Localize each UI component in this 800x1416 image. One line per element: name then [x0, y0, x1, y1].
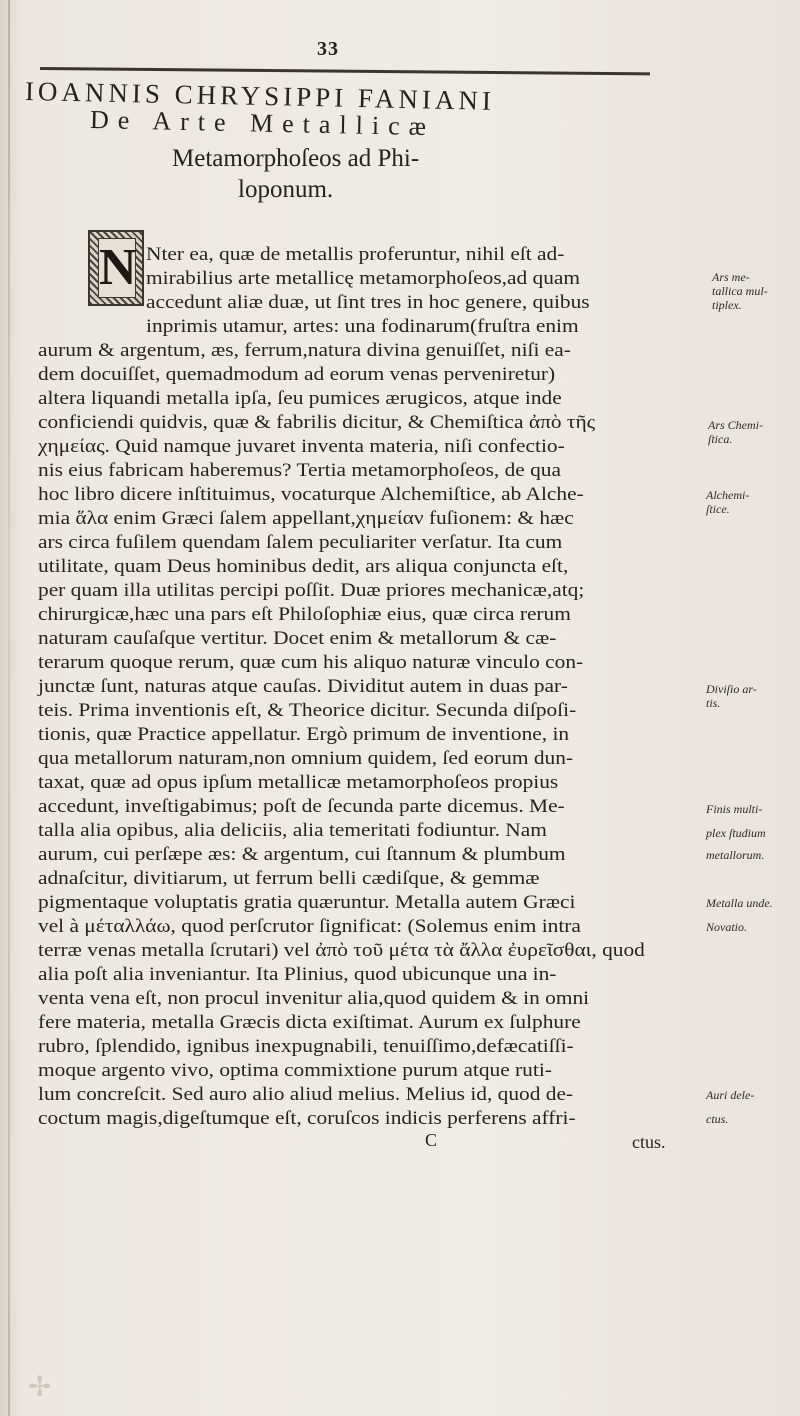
- title-subtitle-cont: loponum.: [238, 176, 334, 203]
- body-line-5: aurum & argentum, æs, ferrum,natura divina genuiſſet, niſi ea-: [38, 340, 571, 361]
- body-line-4: inprimis utamur, artes: una fodinarum(fruſtra enim: [146, 316, 579, 337]
- catchword: ctus.: [632, 1132, 666, 1152]
- title-author: IOANNIS CHRYSIPPI FANIANI: [24, 76, 496, 116]
- body-line-6: dem docuiſſet, quemadmodum ad eorum venas perveniretur): [38, 364, 556, 385]
- page-gutter: [8, 0, 10, 1416]
- body-line-33: fere materia, metalla Græcis dicta exiſtimat. Aurum ex ſulphure: [38, 1012, 581, 1033]
- body-line-7: altera liquandi metalla ipſa, ſeu pumices ærugicos, atque inde: [38, 388, 562, 409]
- body-line-23: taxat, quæ ad opus ipſum metallicæ metamorphoſeos propius: [38, 772, 559, 793]
- margin-note-ars-metallica-1: Ars me-: [712, 270, 750, 284]
- body-line-37: coctum magis,digeſtumque eſt, coruſcos indicis perferens affri-: [38, 1108, 576, 1129]
- ink-bleed-mark: ✢: [28, 1372, 52, 1403]
- body-line-36: lum concreſcit. Sed auro alio aliud melius. Melius id, quod de-: [38, 1084, 574, 1105]
- body-line-26: aurum, cui perſæpe æs: & argentum, cui ſtannum & plumbum: [38, 844, 566, 865]
- body-line-27: adnaſcitur, divitiarum, ut ferrum belli cædiſque, & gemmæ: [38, 868, 540, 889]
- body-line-35: moque argento vivo, optima commixtione purum atque ruti-: [38, 1060, 552, 1081]
- decorated-initial: [88, 230, 144, 306]
- body-line-31: alia poſt alia inveniantur. Ita Plinius, quod ubicunque una in-: [38, 964, 557, 985]
- margin-note-auri-delectus-1: Auri dele-: [706, 1088, 755, 1102]
- body-line-14: utilitate, quam Deus hominibus dedit, ars aliqua conjuncta eſt,: [38, 556, 569, 577]
- margin-note-finis-3: metallorum.: [706, 848, 765, 862]
- margin-note-ars-metallica-3: tiplex.: [712, 298, 742, 312]
- body-line-16: chirurgicæ,hæc una pars eſt Philoſophiæ eius, quæ circa rerum: [38, 604, 571, 625]
- margin-note-finis-2: plex ſtudium: [706, 826, 766, 840]
- margin-note-divisio-2: tis.: [706, 696, 721, 710]
- body-line-10: nis eius fabricam haberemus? Tertia metamorphoſeos, de qua: [38, 460, 561, 481]
- margin-note-finis-1: Finis multi-: [706, 802, 763, 816]
- body-line-25: talla alia opibus, alia deliciis, alia temeritati fodiuntur. Nam: [38, 820, 547, 841]
- body-line-1: Nter ea, quæ de metallis proferuntur, nihil eſt ad-: [146, 244, 565, 265]
- body-line-29: vel à μέταλλάω, quod perſcrutor ſignificat: (Solemus enim intra: [38, 916, 581, 937]
- margin-note-divisio-1: Diviſio ar-: [706, 682, 757, 696]
- body-line-20: teis. Prima inventionis eſt, & Theorice dicitur. Secunda diſpoſi-: [38, 700, 577, 721]
- body-line-13: ars circa fuſilem quendam ſalem peculiariter verſatur. Ita cum: [38, 532, 563, 553]
- body-line-8: conficiendi quidvis, quæ & fabrilis dicitur, & Chemiſtica ἀπὸ τῆς: [38, 412, 596, 433]
- body-line-17: naturam cauſaſque vertitur. Docet enim & metallorum & cæ-: [38, 628, 557, 649]
- body-line-18: terarum quoque rerum, quæ cum his aliquo naturæ vinculo con-: [38, 652, 584, 673]
- margin-note-ars-metallica-2: tallica mul-: [712, 284, 768, 298]
- body-line-21: tionis, quæ Practice appellatur. Ergò primum de inventione, in: [38, 724, 570, 745]
- margin-note-auri-delectus-2: ctus.: [706, 1112, 729, 1126]
- margin-note-metalla-unde: Metalla unde.: [706, 896, 773, 910]
- body-line-2: mirabilius arte metallicę metamorphoſeos,ad quam: [146, 268, 581, 289]
- body-line-34: rubro, ſplendido, ignibus inexpugnabili, tenuiſſimo,defæcatiſſi-: [38, 1036, 574, 1057]
- title-subtitle: Metamorphoſeos ad Phi-: [172, 145, 420, 172]
- body-line-11: hoc libro dicere inſtituimus, vocaturque Alchemiſtice, ab Alche-: [38, 484, 584, 505]
- margin-note-ars-chemistica-2: ſtica.: [708, 432, 733, 446]
- body-line-24: accedunt, inveſtigabimus; poſt de ſecunda parte dicemus. Me-: [38, 796, 565, 817]
- page-number: 33: [317, 38, 339, 60]
- body-line-19: junctæ ſunt, naturas atque cauſas. Dividitut autem in duas par-: [38, 676, 568, 697]
- body-line-15: per quam illa utilitas percipi poſſit. Duæ priores mechanicæ,atq;: [38, 580, 585, 601]
- title-work: De Arte Metallicæ: [89, 105, 436, 142]
- header-rule: [40, 67, 650, 75]
- body-line-9: χημείας. Quid namque juvaret inventa materia, niſi confectio-: [38, 436, 565, 457]
- body-line-28: pigmentaque voluptatis gratia quæruntur. Metalla autem Græci: [38, 892, 576, 913]
- body-line-12: mia ἅλα enim Græci ſalem appellant,χημείαν fuſionem: & hæc: [38, 508, 574, 529]
- body-line-3: accedunt aliæ duæ, ut ſint tres in hoc genere, quibus: [146, 292, 590, 313]
- body-line-32: venta vena eſt, non procul invenitur alia,quod quidem & in omni: [38, 988, 590, 1009]
- signature-mark: C: [425, 1130, 438, 1150]
- margin-note-ars-chemistica-1: Ars Chemi-: [708, 418, 763, 432]
- initial-letter: N: [99, 239, 137, 296]
- body-line-30: terræ venas metalla ſcrutari) vel ἀπὸ τοῦ μέτα τὰ ἄλλα ἐυρεῖσθαι, quod: [38, 940, 645, 961]
- margin-note-alchemistice-2: ſtice.: [706, 502, 730, 516]
- body-line-22: qua metallorum naturam,non omnium quidem, ſed eorum dun-: [38, 748, 574, 769]
- margin-note-alchemistice-1: Alchemi-: [706, 488, 750, 502]
- margin-note-novatio: Novatio.: [706, 920, 747, 934]
